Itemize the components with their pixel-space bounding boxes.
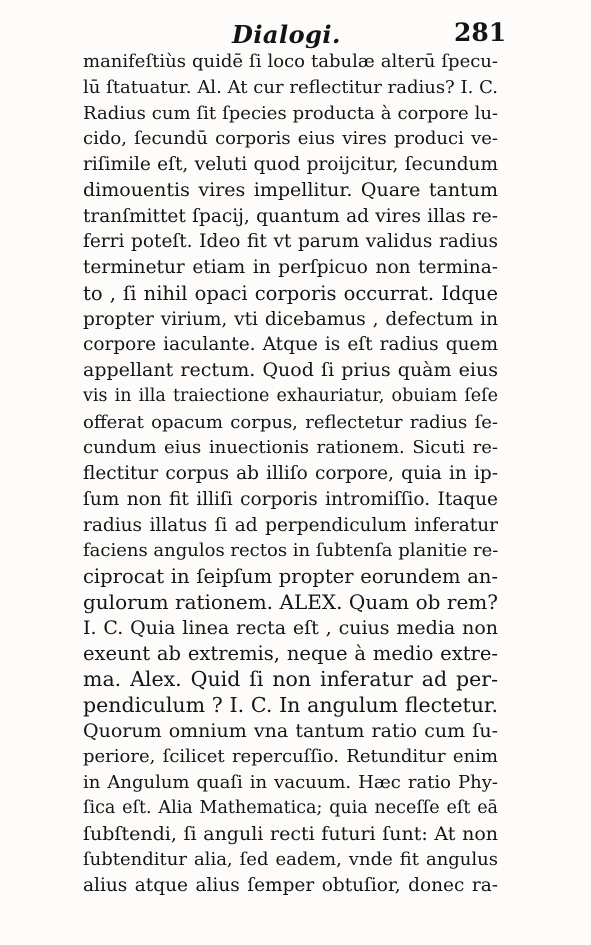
running-title: Dialogi. (232, 20, 341, 49)
text-line: ferri poteſt. Ideo fit vt parum validus radius (83, 231, 498, 253)
text-line: lū ſtatuatur. Al. At cur reflectitur radius? I. C. (83, 76, 498, 98)
text-line: Radius cum ſit ſpecies producta à corpore lu- (83, 102, 498, 124)
text-line: faciens angulos rectos in ſubtenſa planitie re- (83, 540, 499, 562)
text-line: to , ſi nihil opaci corporis occurrat. Idque (83, 281, 498, 305)
text-line: appellant rectum. Quod ſi prius quàm eius (83, 359, 498, 381)
text-line: propter virium, vti dicebamus , defectum in (83, 308, 498, 330)
text-line: flectitur corpus ab illiſo corpore, quia in ip- (83, 463, 498, 484)
text-line: ſum non fit illiſi corporis intromiſſio. Itaque (83, 488, 498, 510)
text-line: tranſmittet ſpacij, quantum ad vires illas re- (83, 205, 498, 227)
text-line: alius atque alius ſemper obtuſior, donec ra- (83, 875, 498, 896)
text-line: offerat opacum corpus, reflectetur radius ſe- (83, 411, 498, 433)
text-line: radius illatus ſi ad perpendiculum inferatur (83, 514, 498, 536)
running-head (0, 14, 591, 54)
text-line: gulorum rationem. ALEX. Quam ob rem? (83, 589, 498, 614)
text-line: terminetur etiam in perſpicuo non termina- (83, 257, 498, 278)
text-line: dimouentis vires impellitur. Quare tantum (83, 178, 498, 201)
text-line: vis in illa traiectione exhauriatur, obuiam ſeſe (83, 385, 498, 406)
text-line: ſica eſt. Alia Mathematica; quia neceſſe eſt eā (83, 797, 498, 818)
text-line: corpore iaculante. Atque is eſt radius quem (83, 334, 498, 356)
body-text (83, 49, 498, 899)
text-line: ciprocat in ſeipſum propter eorundem an- (83, 565, 498, 588)
text-line: Quorum omnium vna tantum ratio cum ſu- (83, 719, 498, 742)
text-line: manifeſtiùs quidē ſi loco tabulæ alterū ſpecu- (83, 51, 498, 72)
text-line: pendiculum ? I. C. In angulum flectetur. (83, 692, 498, 717)
text-line: periore, ſcilicet repercuſſio. Retunditur enim (83, 746, 498, 768)
page-number: 281 (454, 18, 507, 47)
text-line: cido, ſecundū corporis eius vires produci ve- (83, 128, 498, 150)
text-line: riſimile eſt, veluti quod proijcitur, ſecundum (83, 154, 498, 175)
text-line: ma. Alex. Quid ſi non inferatur ad per- (83, 667, 498, 691)
text-line: ſubtenditur alia, ſed eadem, vnde fit angulus (83, 849, 498, 871)
text-line: cundum eius inuectionis rationem. Sicuti re- (83, 437, 498, 459)
text-line: I. C. Quia linea recta eſt , cuius media non (83, 616, 498, 639)
text-line: exeunt ab extremis, neque à medio extre- (83, 642, 498, 666)
text-line: ſubſtendi, ſi anguli recti futuri ſunt: At non (83, 822, 498, 845)
text-line: in Angulum quaſi in vacuum. Hæc ratio Phy- (83, 772, 498, 793)
